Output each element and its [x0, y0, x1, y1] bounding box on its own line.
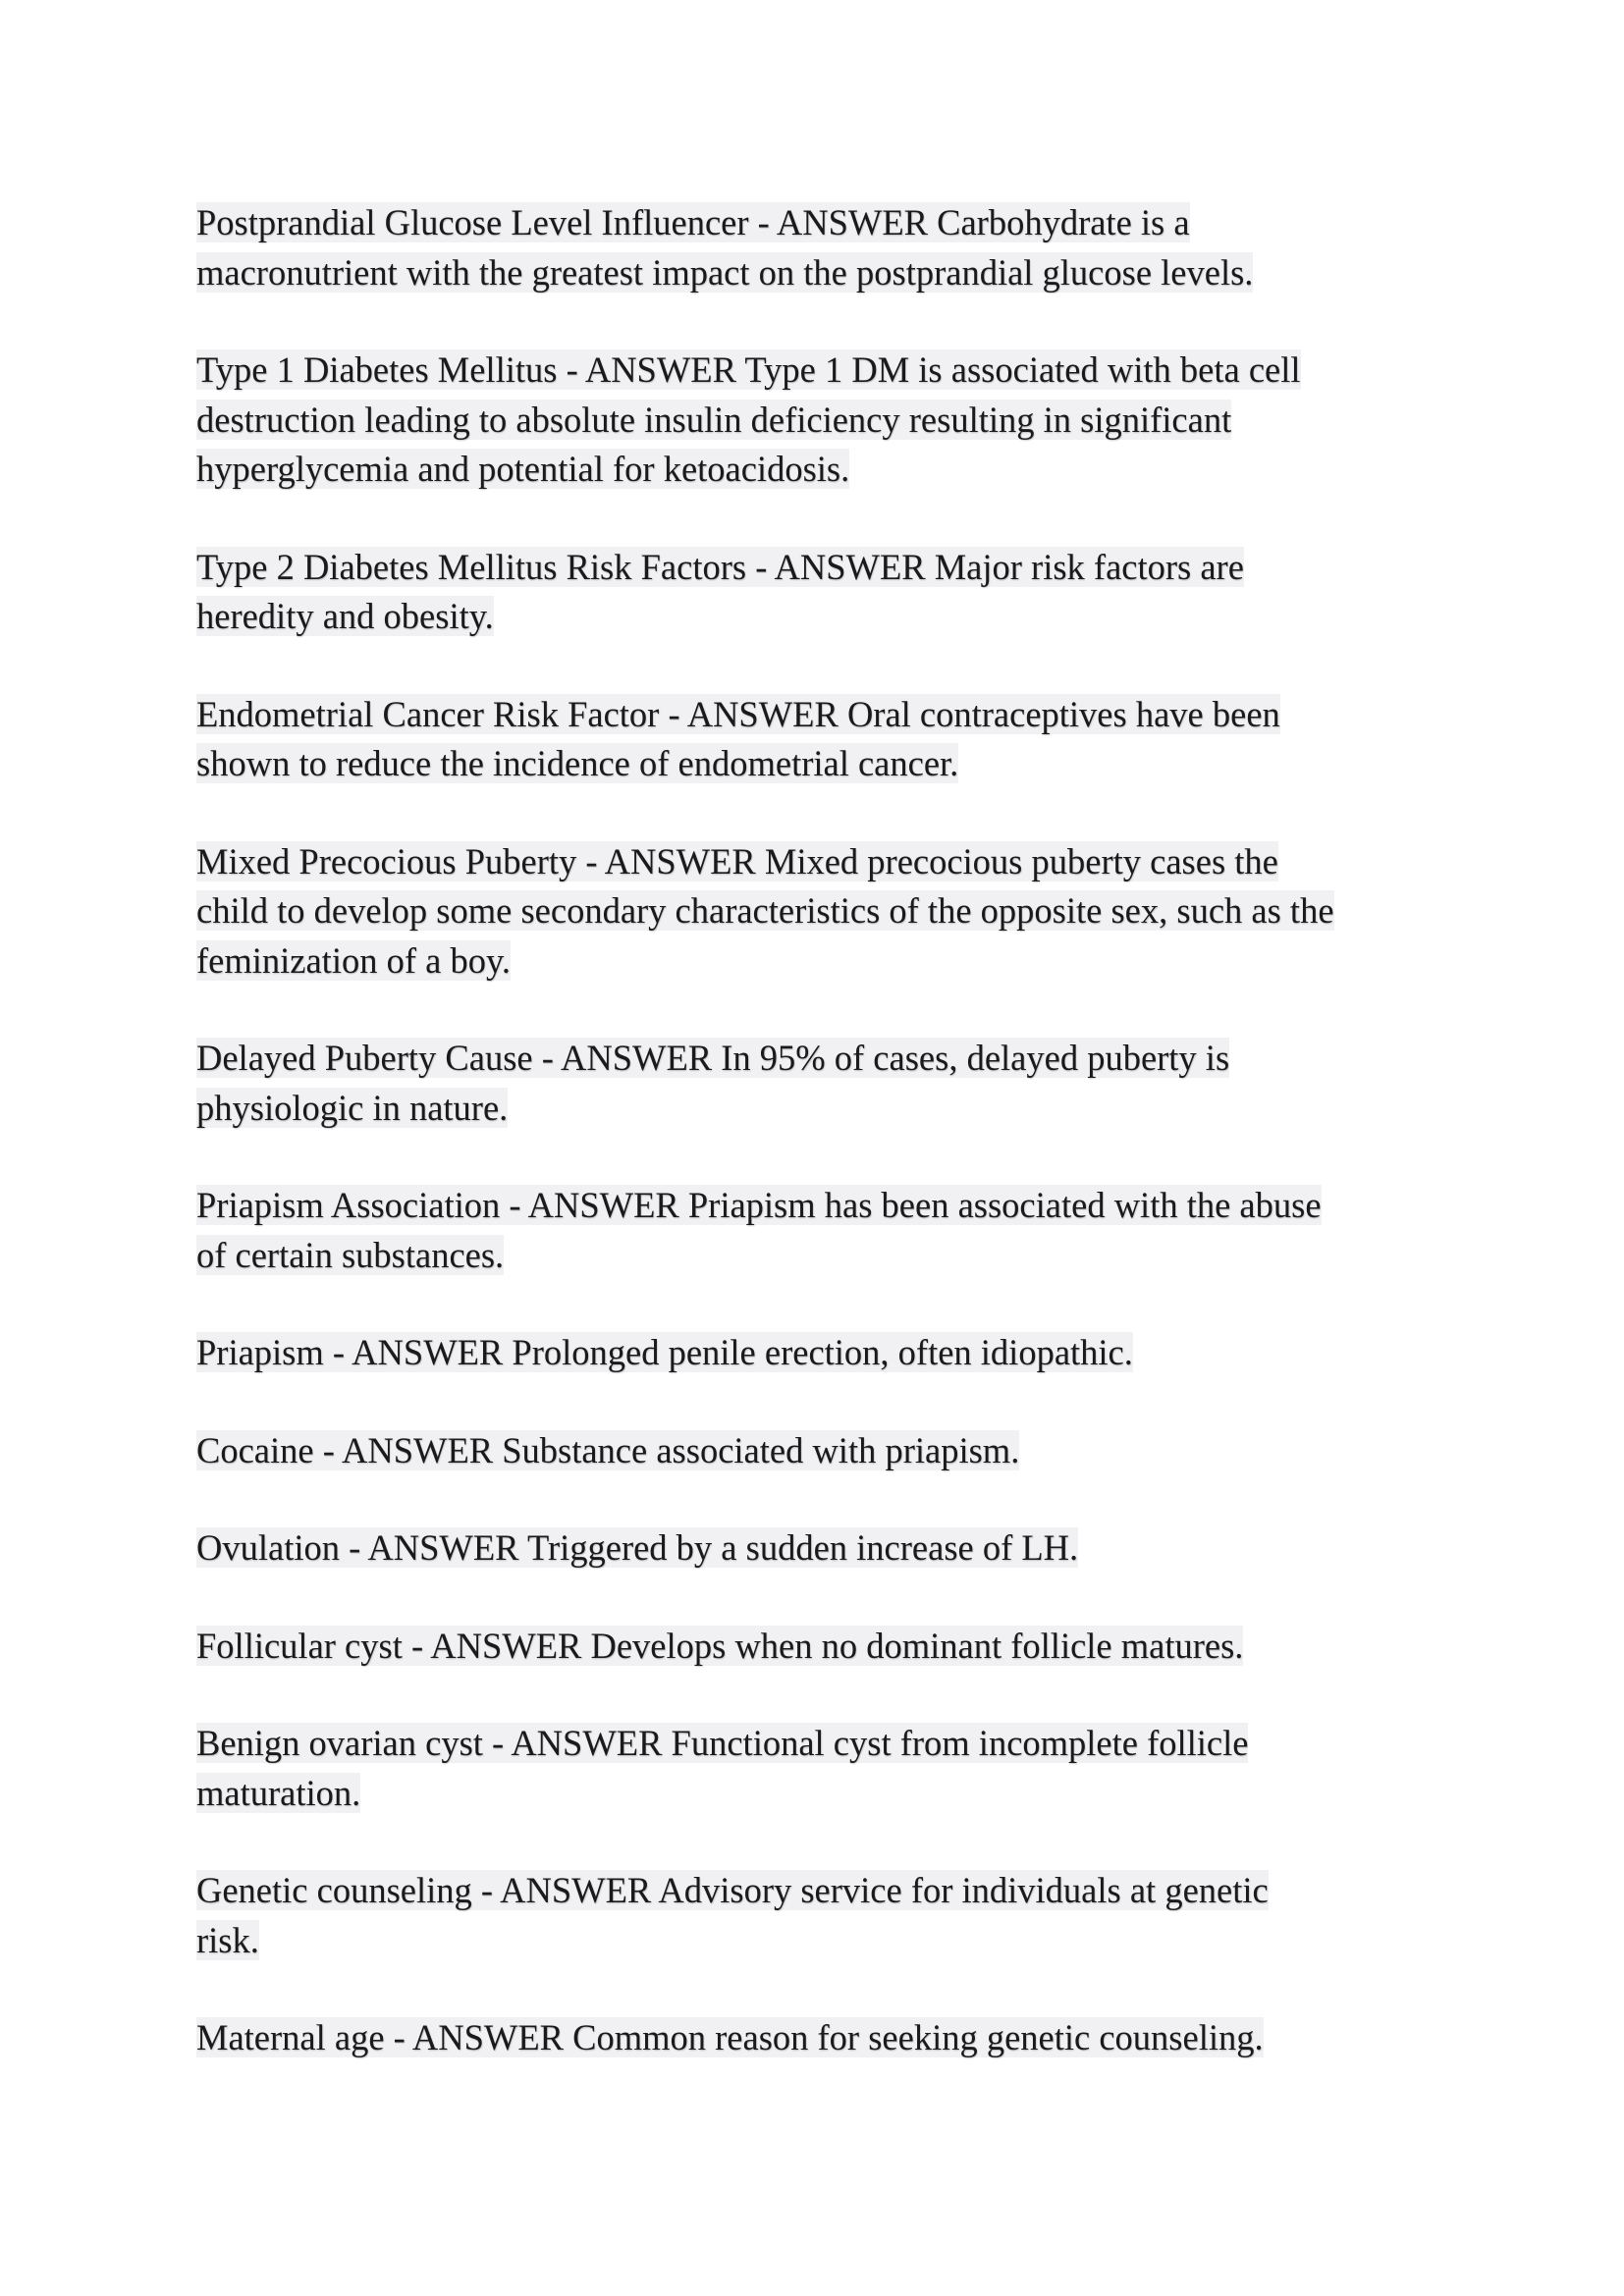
qa-entry: [196, 543, 1434, 642]
qa-entry: [196, 1034, 1434, 1133]
qa-text: [196, 1866, 1434, 1965]
qa-text: [196, 2013, 1434, 2063]
qa-line: macronutrient with the greatest impact on the postprandial glucose levels.: [196, 251, 1254, 293]
qa-text: [196, 1523, 1434, 1574]
qa-text: [196, 346, 1434, 495]
qa-text: [196, 837, 1434, 987]
qa-line: Type 2 Diabetes Mellitus Risk Factors - ANSWER Major risk factors are: [196, 546, 1244, 587]
qa-text: [196, 198, 1434, 297]
qa-line: Maternal age - ANSWER Common reason for seeking genetic counseling.: [196, 2017, 1264, 2057]
flashcard-list: [196, 198, 1434, 2111]
qa-text: [196, 1328, 1434, 1378]
qa-line: hyperglycemia and potential for ketoacidosis.: [196, 449, 850, 489]
qa-line: child to develop some secondary characteristics of the opposite sex, such as the: [196, 890, 1334, 931]
qa-line: Priapism Association - ANSWER Priapism has been associated with the abuse: [196, 1185, 1322, 1225]
qa-text: [196, 1719, 1434, 1818]
qa-entry: [196, 837, 1434, 987]
qa-line: feminization of a boy.: [196, 939, 511, 981]
qa-text: [196, 1034, 1434, 1133]
qa-line: maturation.: [196, 1772, 361, 1813]
qa-line: Type 1 Diabetes Mellitus - ANSWER Type 1 DM is associated with beta cell: [196, 349, 1301, 390]
qa-line: Benign ovarian cyst - ANSWER Functional cyst from incomplete follicle: [196, 1723, 1249, 1763]
qa-line: Follicular cyst - ANSWER Develops when no dominant follicle matures.: [196, 1625, 1244, 1666]
qa-text: [196, 1426, 1434, 1476]
qa-text: [196, 543, 1434, 642]
qa-line: Genetic counseling - ANSWER Advisory service for individuals at genetic: [196, 1870, 1269, 1910]
qa-entry: [196, 1622, 1434, 1672]
qa-line: heredity and obesity.: [196, 596, 494, 636]
qa-line: shown to reduce the incidence of endometrial cancer.: [196, 743, 959, 783]
qa-text: [196, 690, 1434, 789]
qa-line: Priapism - ANSWER Prolonged penile erection, often idiopathic.: [196, 1332, 1133, 1372]
qa-line: of certain substances.: [196, 1234, 505, 1275]
qa-text: [196, 1622, 1434, 1672]
qa-entry: [196, 1523, 1434, 1574]
qa-line: physiologic in nature.: [196, 1087, 509, 1128]
qa-line: Postprandial Glucose Level Influencer - ANSWER Carbohydrate is a: [196, 202, 1190, 242]
qa-line: Mixed Precocious Puberty - ANSWER Mixed precocious puberty cases the: [196, 840, 1278, 881]
qa-entry: [196, 1866, 1434, 1965]
qa-line: destruction leading to absolute insulin deficiency resulting in significant: [196, 399, 1232, 440]
qa-entry: [196, 1719, 1434, 1818]
qa-line: Delayed Puberty Cause - ANSWER In 95% of cases, delayed puberty is: [196, 1038, 1230, 1078]
qa-entry: [196, 1181, 1434, 1280]
qa-text: [196, 1181, 1434, 1280]
qa-line: Cocaine - ANSWER Substance associated with priapism.: [196, 1429, 1020, 1470]
qa-line: Ovulation - ANSWER Triggered by a sudden increase of LH.: [196, 1527, 1079, 1568]
qa-line: risk.: [196, 1919, 259, 1960]
qa-entry: [196, 690, 1434, 789]
qa-line: Endometrial Cancer Risk Factor - ANSWER Oral contraceptives have been: [196, 693, 1280, 734]
qa-entry: [196, 1426, 1434, 1476]
qa-entry: [196, 346, 1434, 495]
qa-entry: [196, 198, 1434, 297]
qa-entry: [196, 1328, 1434, 1378]
qa-entry: [196, 2013, 1434, 2063]
